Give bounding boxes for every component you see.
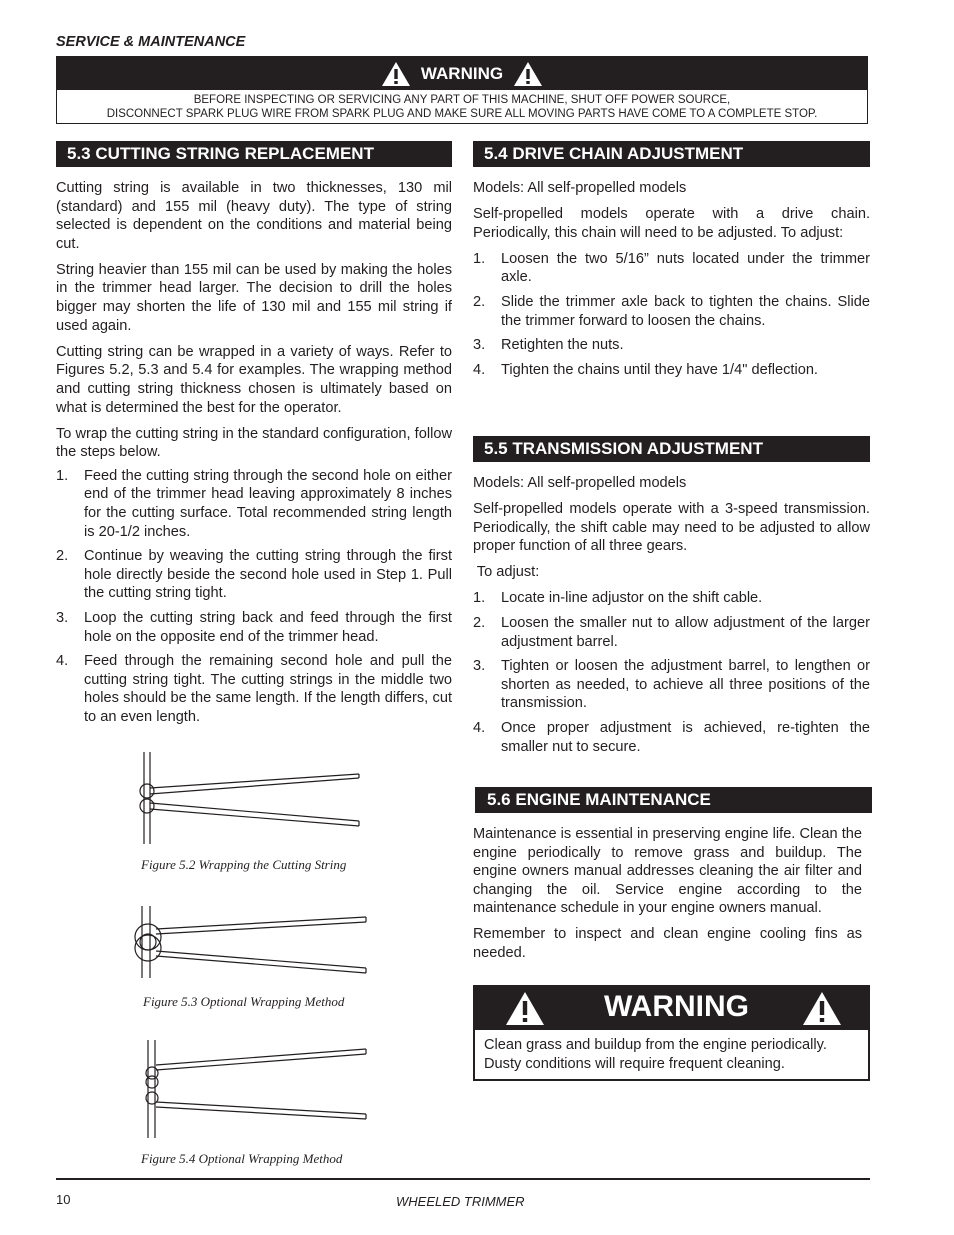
section-title-5-6: 5.6 ENGINE MAINTENANCE (475, 787, 872, 813)
list-item (56, 467, 452, 541)
warning-triangle-icon (505, 991, 545, 1026)
steps-list (56, 467, 452, 727)
list-item (473, 336, 870, 355)
top-warning-line2: DISCONNECT SPARK PLUG WIRE FROM SPARK PLUG AND MAKE SURE ALL MOVING PARTS HAVE COME TO A COMPLETE STOP. (106, 108, 818, 120)
steps-list (473, 589, 870, 756)
list-item (56, 547, 452, 603)
paragraph: Remember to inspect and clean engine cooling fins as needed. (473, 926, 862, 962)
models-line: Models: All self-propelled models (473, 475, 687, 491)
engine-warning-label: WARNING (604, 990, 749, 1023)
step-text: Loop the cutting string back and feed through the first hole on the opposite end of the trimmer head. (84, 609, 452, 645)
footer-rule (56, 1178, 870, 1180)
section-title-5-4: 5.4 DRIVE CHAIN ADJUSTMENT (473, 141, 870, 167)
step-number: 2. (473, 615, 486, 632)
paragraph: String heavier than 155 mil can be used by making the holes in the trimmer head larger. The decision to drill the holes bigger may shorten the life of 130 mil and 155 mil string if used again. (56, 261, 452, 334)
step-text: Feed the cutting string through the second hole on either end of the trimmer head leaving approximately 8 inches for the cutting surface. Total recommended string length is 20-1/2 inches. (84, 467, 452, 540)
footer-title: WHEELED TRIMMER (396, 1194, 525, 1209)
list-item (473, 250, 870, 287)
steps-list (473, 250, 870, 380)
step-number: 4. (473, 720, 486, 737)
section-title-5-5: 5.5 TRANSMISSION ADJUSTMENT (473, 436, 870, 462)
warning-triangle-icon (802, 991, 842, 1026)
warning-triangle-icon (513, 61, 543, 87)
top-warning-box (56, 56, 868, 124)
step-text: Tighten the chains until they have 1/4" deflection. (501, 361, 818, 378)
step-text: Continue by weaving the cutting string through the first hole directly beside the second hole used in Step 1. Pull the cutting string tight. (84, 548, 452, 602)
running-header: SERVICE & MAINTENANCE (56, 34, 246, 50)
engine-warning-box (473, 985, 870, 1081)
section-title-5-3: 5.3 CUTTING STRING REPLACEMENT (56, 141, 452, 167)
step-number: 1. (56, 467, 69, 484)
step-number: 1. (473, 590, 486, 607)
top-warning-label: WARNING (420, 63, 504, 83)
paragraph: Cutting string can be wrapped in a variety of ways. Refer to Figures 5.2, 5.3 and 5.4 for examples. The wrapping method and cutting string thickness chosen is ultimately based on what is determined the best for the operator. (56, 343, 452, 416)
figure-caption: Figure 5.4 Optional Wrapping Method (141, 1151, 343, 1166)
figure-caption: Figure 5.3 Optional Wrapping Method (143, 994, 345, 1009)
step-text: Locate in-line adjustor on the shift cable. (501, 590, 763, 607)
paragraph: Maintenance is essential in preserving engine life. Clean the engine periodically to remove grass and buildup. The engine owners manual addresses cleaning the air filter and changing the oil. Service engine according to the maintenance schedule in your engine owners manual. (473, 826, 862, 917)
paragraph: Self-propelled models operate with a 3-speed transmission. Periodically, the shift cable may need to be adjusted to allow proper function of all three gears. (473, 501, 870, 555)
figure-caption: Figure 5.2 Wrapping the Cutting String (141, 857, 347, 872)
step-text: Once proper adjustment is achieved, re-tighten the smaller nut to secure. (501, 720, 870, 755)
top-warning-bar (57, 57, 867, 90)
section-body-5-4 (473, 179, 870, 385)
list-item (473, 589, 870, 608)
list-item (473, 361, 870, 380)
section-body-5-5 (473, 474, 870, 762)
step-number: 2. (56, 548, 69, 565)
list-item (473, 614, 870, 651)
list-item (473, 657, 870, 713)
page-number: 10 (56, 1192, 71, 1207)
list-item (56, 609, 452, 646)
figure-5-2-diagram (128, 748, 373, 848)
step-text: Loosen the two 5/16” nuts located under the trimmer axle. (501, 250, 870, 286)
step-text: Loosen the smaller nut to allow adjustment of the larger adjustment barrel. (501, 615, 870, 650)
step-text: Feed through the remaining second hole and pull the cutting string tight. The cutting strings in the middle two holes should be the same length. If the length differs, cut to an even length. (84, 653, 452, 725)
step-number: 2. (473, 293, 486, 310)
step-number: 4. (473, 361, 486, 378)
paragraph: To adjust: (473, 564, 540, 581)
step-number: 1. (473, 250, 486, 267)
step-number: 3. (56, 609, 69, 626)
warning-triangle-icon (381, 61, 411, 87)
paragraph: Self-propelled models operate with a drive chain. Periodically, this chain will need to be adjusted. To adjust: (473, 206, 870, 241)
engine-warning-text: Clean grass and buildup from the engine periodically. Dusty conditions will require frequent cleaning. (484, 1037, 827, 1072)
list-item (473, 719, 870, 756)
step-text: Slide the trimmer axle back to tighten the chains. Slide the trimmer forward to loosen the chains. (501, 293, 870, 329)
step-number: 3. (473, 658, 486, 675)
engine-warning-bar (475, 987, 868, 1030)
paragraph: To wrap the cutting string in the standard configuration, follow the steps below. (56, 425, 452, 461)
top-warning-line1: BEFORE INSPECTING OR SERVICING ANY PART OF THIS MACHINE, SHUT OFF POWER SOURCE, (193, 94, 731, 106)
step-number: 3. (473, 337, 486, 354)
step-text: Retighten the nuts. (501, 337, 624, 354)
figure-5-4-diagram (128, 1038, 373, 1140)
section-body-5-3 (56, 179, 452, 733)
list-item (473, 293, 870, 330)
section-body-5-6 (473, 825, 862, 970)
figure-5-3-diagram (128, 904, 373, 980)
list-item (56, 652, 452, 726)
step-text: Tighten or loosen the adjustment barrel, to lengthen or shorten as needed, to achieve all three positions of the transmission. (501, 658, 870, 712)
paragraph: Cutting string is available in two thicknesses, 130 mil (standard) and 155 mil (heavy duty). The type of string selected is dependent on the conditions and material being cut. (56, 180, 452, 252)
top-warning-text (57, 90, 867, 121)
step-number: 4. (56, 653, 69, 670)
models-line: Models: All self-propelled models (473, 180, 687, 196)
